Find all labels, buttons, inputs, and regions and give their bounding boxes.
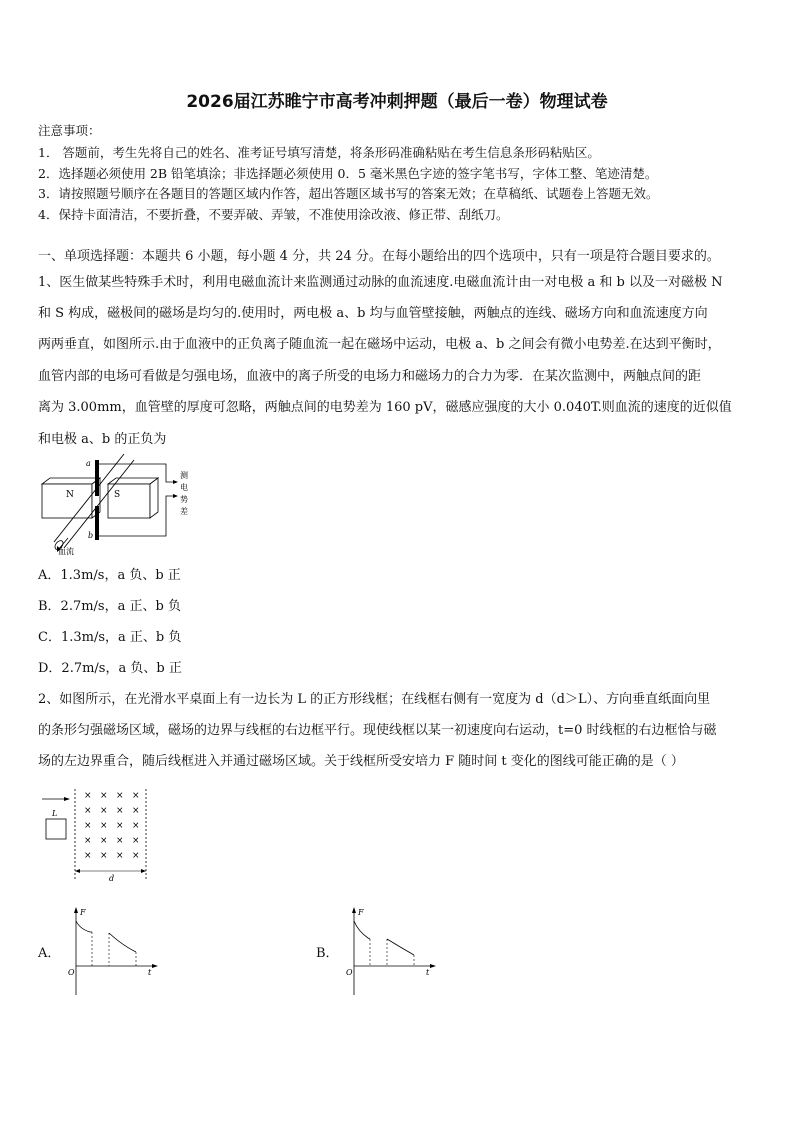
q2-line: 2、如图所示，在光滑水平桌面上有一边长为 L 的正方形线框；在线框右侧有一宽度为 d（d＞L）、方向垂直纸面向里: [38, 692, 711, 707]
field-figure: [38, 785, 158, 885]
x-axis-label: t: [426, 968, 430, 977]
field-cross-mark: ×: [84, 806, 92, 816]
notice-heading: 注意事项：: [38, 123, 101, 138]
q1-option-d: D．2.7m/s，a 负、b 正: [38, 661, 182, 676]
q1-line: 和 S 构成，磁极间的磁场是均匀的.使用时，两电极 a、b 均与血管壁接触，两触点的连线、磁场方向和血流速度方向: [38, 306, 708, 321]
frame-side-label: L: [52, 809, 58, 818]
q1-option-b: B．2.7m/s，a 正、b 负: [38, 599, 181, 614]
electrode-b: [95, 506, 99, 540]
field-cross-mark: ×: [132, 851, 140, 861]
q2-line: 场的左边界重合，随后线框进入并通过磁场区域。关于线框所受安培力 F 随时间 t 变化的图线可能正确的是（ ）: [38, 754, 684, 769]
pole-s-label: S: [114, 490, 121, 500]
field-cross-mark: ×: [100, 806, 108, 816]
y-axis-label: F: [358, 908, 364, 917]
field-cross-mark: ×: [116, 851, 124, 861]
field-cross-mark: ×: [84, 791, 92, 801]
q1-line: 血管内部的电场可看做是匀强电场，血液中的离子所受的电场力和磁场力的合力为零．在某次监测中，两触点间的距: [38, 369, 702, 384]
pole-n-label: N: [66, 490, 74, 500]
field-cross-mark: ×: [132, 791, 140, 801]
notice-item: 3．请按照题号顺序在各题目的答题区域内作答，超出答题区域书写的答案无效；在草稿纸、试题卷上答题无效。: [38, 186, 659, 201]
field-cross-mark: ×: [100, 851, 108, 861]
q1-line: 两两垂直，如图所示.由于血液中的正负离子随血流一起在磁场中运动，电极 a、b 之间会有微小电势差.在达到平衡时，: [38, 337, 721, 352]
field-cross-mark: ×: [100, 836, 108, 846]
field-cross-mark: ×: [84, 821, 92, 831]
electrode-a: [95, 460, 99, 496]
field-cross-mark: ×: [132, 806, 140, 816]
field-cross-mark: ×: [100, 791, 108, 801]
field-cross-mark: ×: [116, 791, 124, 801]
notice-item: 1． 答题前，考生先将自己的姓名、准考证号填写清楚，将条形码准确粘贴在考生信息条形码粘贴区。: [38, 145, 600, 160]
field-cross-mark: ×: [100, 821, 108, 831]
electrode-a-label: a: [86, 459, 91, 468]
graph-a: [62, 905, 162, 997]
electrode-b-label: b: [88, 531, 94, 540]
q1-option-c: C．1.3m/s，a 正、b 负: [38, 630, 182, 645]
origin-label: O: [68, 968, 75, 977]
q1-option-a: A．1.3m/s，a 负、b 正: [38, 568, 181, 583]
graph-a-option: A．: [38, 946, 61, 961]
measure-label: 差: [180, 507, 188, 516]
notice-item: 2．选择题必须使用 2B 铅笔填涂；非选择题必须使用 0．5 毫米黑色字迹的签字笔书写，字体工整、笔迹清楚。: [38, 166, 658, 181]
x-axis-label: t: [148, 968, 152, 977]
q1-line: 和电极 a、b 的正负为: [38, 432, 167, 447]
measure-label: 势: [180, 495, 188, 504]
field-cross-mark: ×: [84, 836, 92, 846]
graph-b: [340, 905, 440, 997]
field-cross-mark: ×: [116, 821, 124, 831]
flowmeter-figure: [38, 452, 198, 557]
field-cross-mark: ×: [116, 806, 124, 816]
graph-b-option: B．: [316, 946, 339, 961]
width-label: d: [109, 874, 115, 883]
measure-label: 测: [180, 471, 188, 480]
flow-label: 血流: [58, 547, 74, 556]
field-cross-mark: ×: [84, 851, 92, 861]
q1-line: 1、医生做某些特殊手术时，利用电磁血流计来监测通过动脉的血流速度.电磁血流计由一对电极 a 和 b 以及一对磁极 N: [38, 275, 723, 290]
field-cross-mark: ×: [132, 821, 140, 831]
field-cross-mark: ×: [116, 836, 124, 846]
notice-item: 4．保持卡面清洁，不要折叠，不要弄破、弄皱，不准使用涂改液、修正带、刮纸刀。: [38, 207, 509, 222]
origin-label: O: [346, 968, 353, 977]
q2-line: 的条形匀强磁场区域，磁场的边界与线框的右边框平行。现使线框以某一初速度向右运动，t=0 时线框的右边框恰与磁: [38, 723, 717, 738]
page-title: 2026届江苏睢宁市高考冲刺押题（最后一卷）物理试卷: [186, 92, 608, 112]
square-frame: [46, 819, 66, 839]
y-axis-label: F: [80, 908, 86, 917]
section-header: 一、单项选择题：本题共 6 小题，每小题 4 分，共 24 分。在每小题给出的四个选项中，只有一项是符合题目要求的。: [38, 249, 720, 264]
field-cross-mark: ×: [132, 836, 140, 846]
q1-line: 离为 3.00mm，血管壁的厚度可忽略，两触点间的电势差为 160 pV，磁感应强度的大小 0.040T.则血流的速度的近似值: [38, 400, 732, 415]
measure-label: 电: [180, 483, 188, 492]
